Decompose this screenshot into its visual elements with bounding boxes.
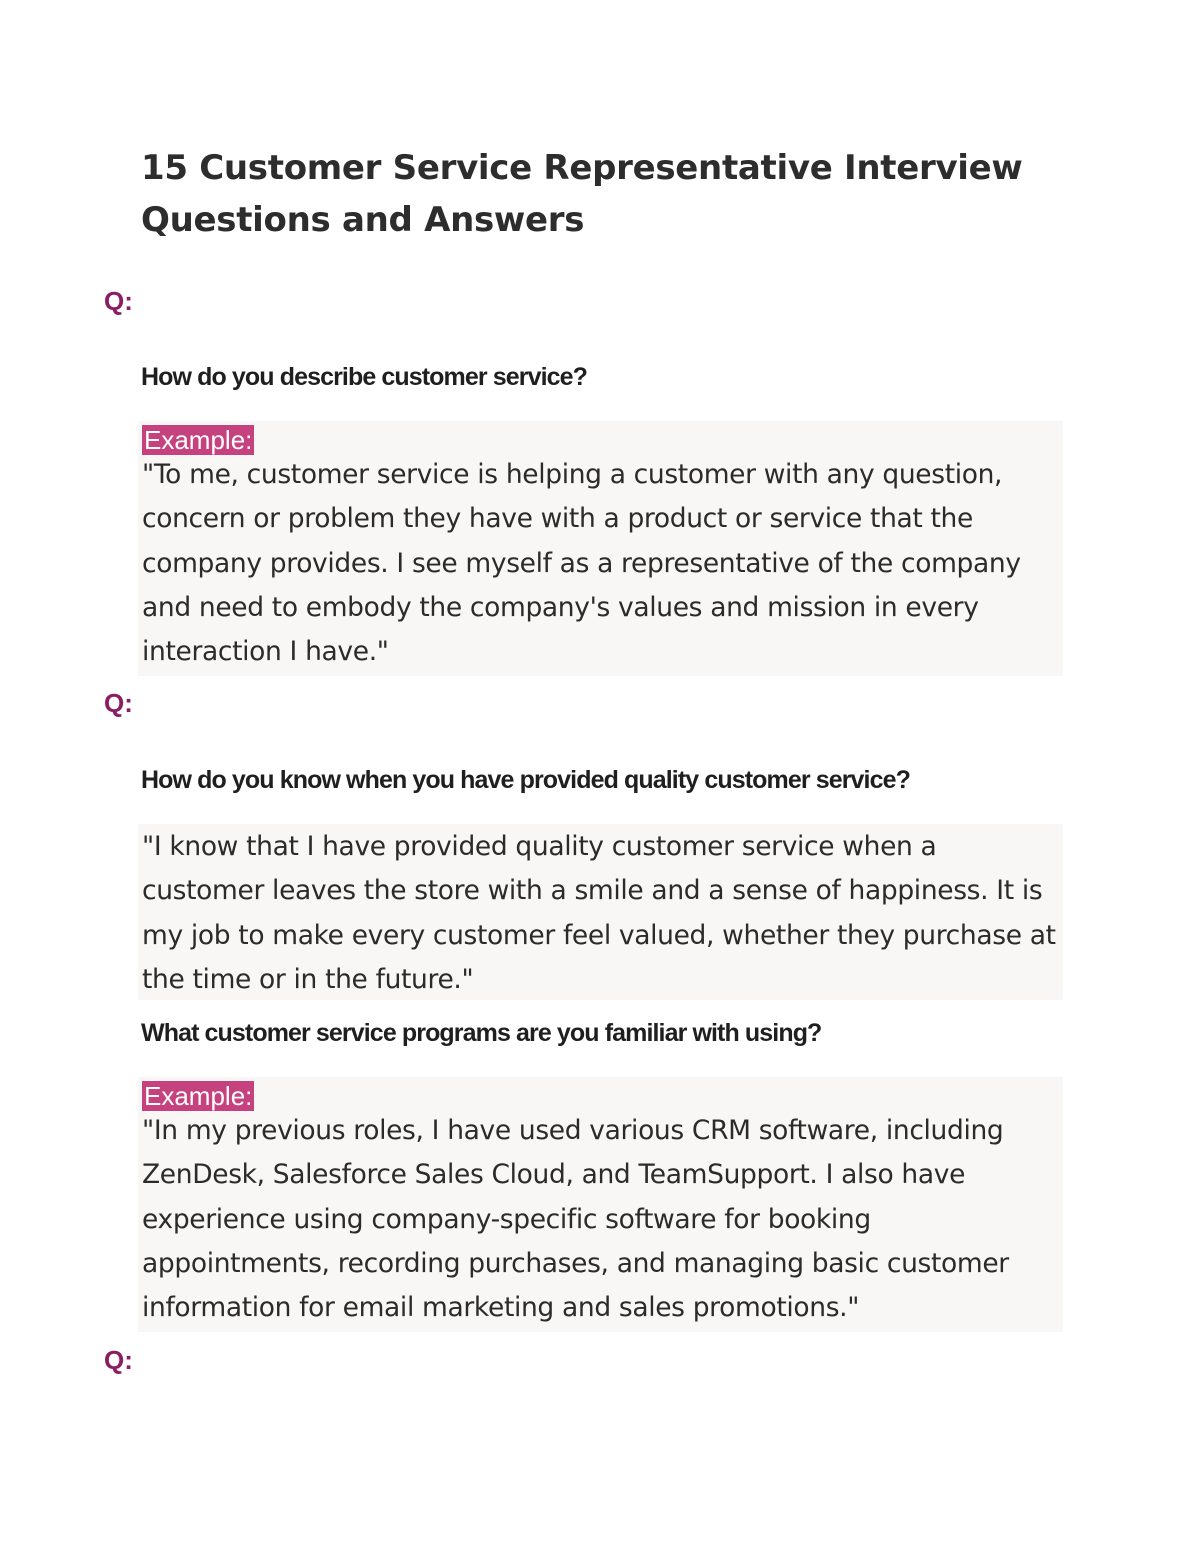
answer-box-3 (138, 1077, 1063, 1332)
answer-3: "In my previous roles, I have used various CRM software, including ZenDesk, Salesforce Sales Cloud, and TeamSupport. I also have experience using company-specific software for booking appointments, recording purchases, and managing basic customer information for email marketing and sales promotions." (142, 1115, 1009, 1324)
example-badge: Example: (144, 425, 253, 455)
question-1: How do you describe customer service? (141, 363, 588, 391)
q-label: Q: (104, 688, 133, 718)
answer-1: "To me, customer service is helping a customer with any question, concern or problem they have with a product or service that the company provides. I see myself as a representative of the company and need to embody the company's values and mission in every interaction I have." (142, 459, 1021, 668)
example-badge: Example: (144, 1081, 253, 1111)
q-label: Q: (104, 1345, 133, 1375)
question-2: How do you know when you have provided quality customer service? (141, 766, 910, 794)
q-label: Q: (104, 286, 133, 316)
question-3: What customer service programs are you familiar with using? (141, 1019, 822, 1047)
answer-2: "I know that I have provided quality customer service when a customer leaves the store with a smile and a sense of happiness. It is my job to make every customer feel valued, whether they purchase at the time or in the future." (142, 831, 1056, 995)
page-title: 15 Customer Service Representative Interview Questions and Answers (141, 148, 1023, 240)
answer-box-2 (138, 824, 1063, 1000)
answer-box-1 (138, 421, 1063, 676)
